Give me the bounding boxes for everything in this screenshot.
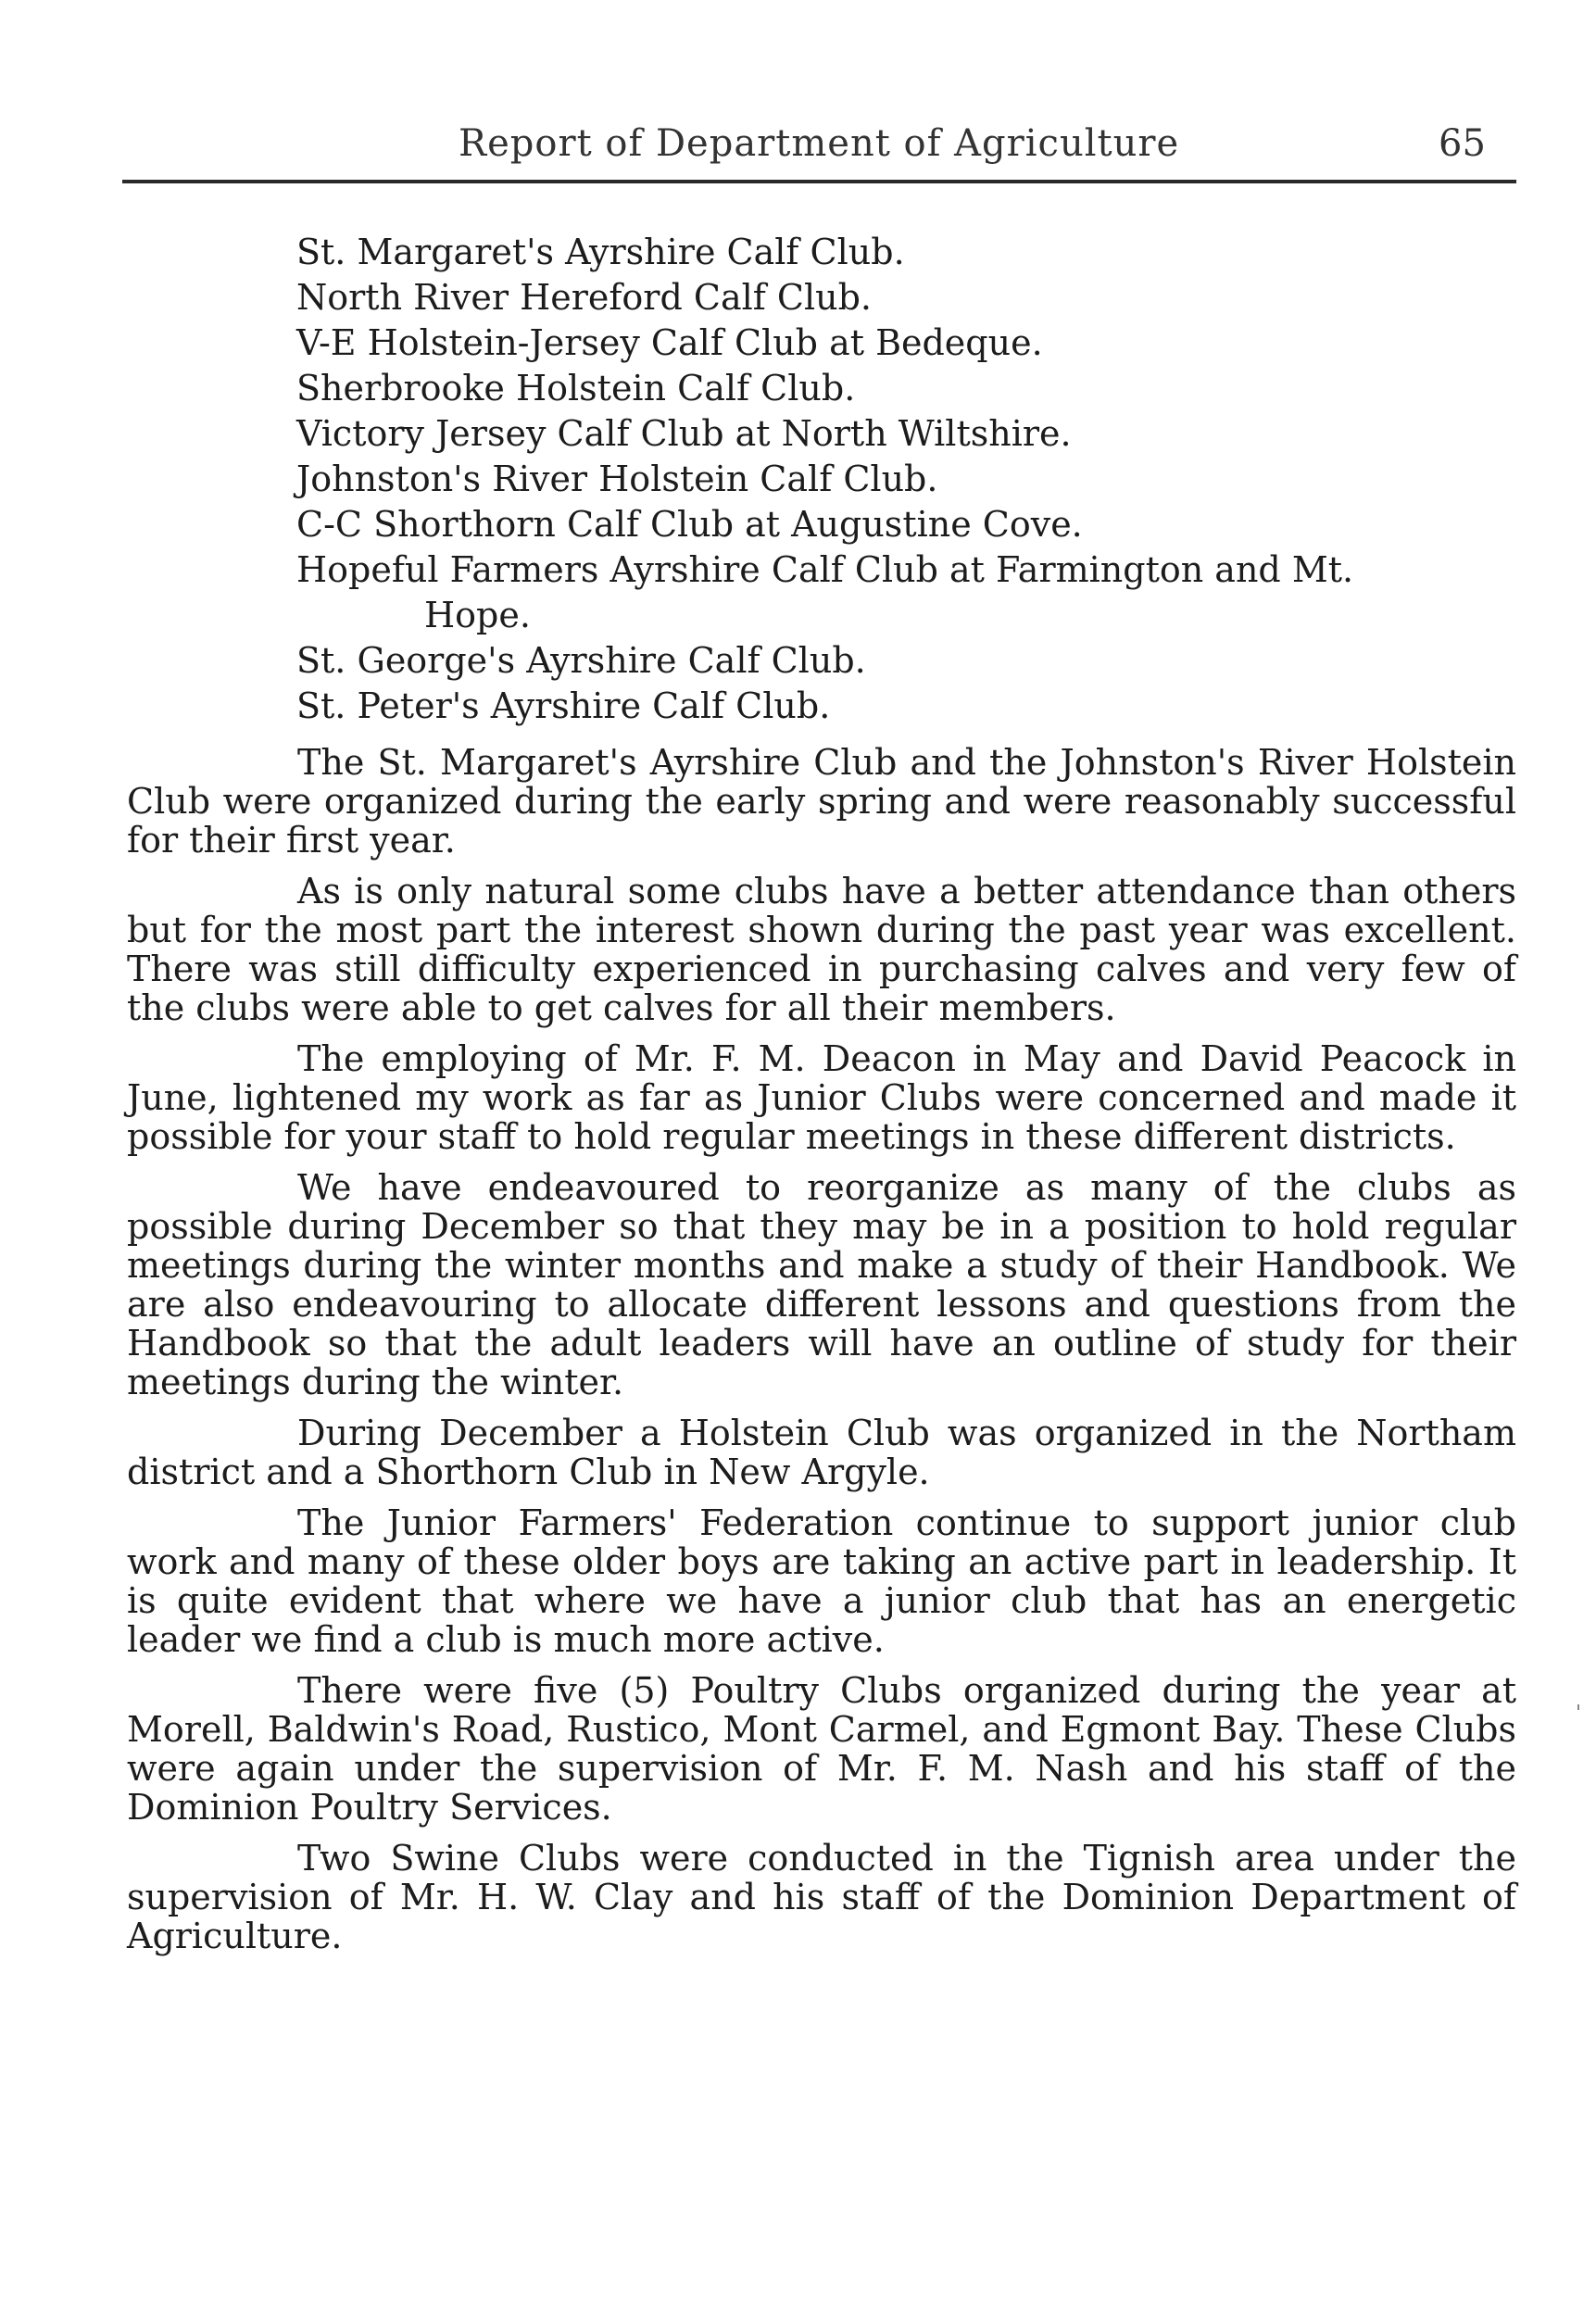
- paragraph-attendance: As is only natural some clubs have a better attendance than others but for the most part the interest shown during the past year was excellent. There was still difficulty experienced in purchasing calves and very few of the clubs were able to get calves for all their members.: [127, 871, 1516, 1028]
- page-number: 65: [1439, 122, 1486, 165]
- paragraph-swine-clubs: Two Swine Clubs were conducted in the Tignish area under the supervision of Mr. H. W. Clay and his staff of the Dominion Department of Agriculture.: [127, 1838, 1516, 1956]
- header-rule: [122, 180, 1516, 183]
- paragraph-junior-farmers: The Junior Farmers' Federation continue to support junior club work and many of these older boys are taking an active part in leadership. It is quite evident that where we have a junior club that has an energetic leader we find a club is much more active.: [127, 1502, 1516, 1660]
- list-item-continuation: Hope.: [424, 595, 531, 635]
- paragraph-st-margarets: The St. Margaret's Ayrshire Club and the Johnston's River Holstein Club were organized during the early spring and were reasonably successful for their first year.: [127, 742, 1516, 861]
- list-item: Johnston's River Holstein Calf Club.: [296, 459, 938, 499]
- list-item: North River Hereford Calf Club.: [296, 277, 873, 318]
- list-item: St. George's Ayrshire Calf Club.: [296, 640, 866, 681]
- list-item: V-E Holstein-Jersey Calf Club at Bedeque.: [296, 322, 1043, 363]
- list-item: St. Peter's Ayrshire Calf Club.: [296, 685, 831, 726]
- list-item: Victory Jersey Calf Club at North Wiltshire.: [296, 413, 1072, 454]
- list-item: St. Margaret's Ayrshire Calf Club.: [296, 232, 905, 272]
- list-item: Hopeful Farmers Ayrshire Calf Club at Farmington and Mt.: [296, 549, 1354, 590]
- paragraph-staff-employment: The employing of Mr. F. M. Deacon in May and David Peacock in June, lightened my work as far as Junior Clubs were concerned and made it possible for your staff to hold regular meetings in these different districts.: [127, 1038, 1516, 1157]
- paragraph-poultry-clubs: There were five (5) Poultry Clubs organized during the year at Morell, Baldwin's Road, Rustico, Mont Carmel, and Egmont Bay. These Clubs were again under the supervision of Mr. F. M. Nash and his staff of the Dominion Poultry Services.: [127, 1670, 1516, 1828]
- paragraph-december-clubs: During December a Holstein Club was organized in the Northam district and a Shorthorn Club in New Argyle.: [127, 1413, 1516, 1492]
- list-item: Sherbrooke Holstein Calf Club.: [296, 368, 856, 408]
- paragraph-reorganization: We have endeavoured to reorganize as many of the clubs as possible during December so that they may be in a position to hold regular meetings during the winter months and make a study of their Handbook. We are also endeavouring to allocate different lessons and questions from the Handbook so that the adult leaders will have an outline of study for their meetings during the winter.: [127, 1167, 1516, 1402]
- running-header-title: Report of Department of Agriculture: [459, 122, 1180, 165]
- scan-speck: [1577, 1704, 1579, 1710]
- list-item: C-C Shorthorn Calf Club at Augustine Cove.: [296, 504, 1083, 545]
- body-text: [127, 743, 1516, 1967]
- calf-club-list: [296, 230, 1519, 729]
